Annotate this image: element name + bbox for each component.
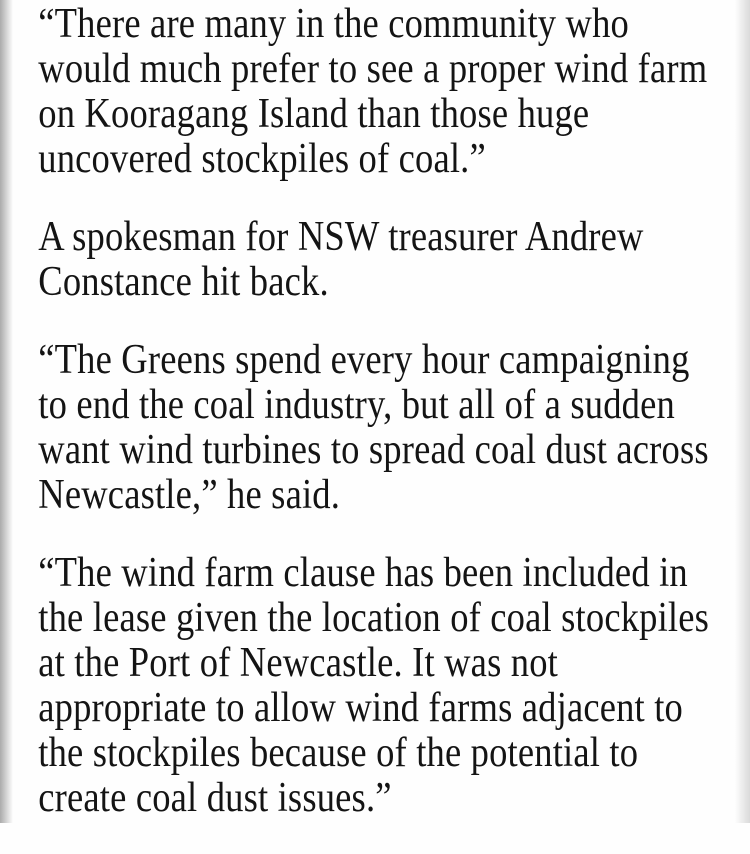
text-line: “The Greens spend every hour campaigning (38, 337, 690, 383)
text-line: on Kooragang Island than those huge (38, 91, 590, 137)
text-line: Constance hit back. (38, 259, 329, 305)
text-line: to end the coal industry, but all of a sudden (38, 382, 675, 428)
paragraph-wind-farm-clause (38, 551, 750, 821)
text-line: Newcastle,” he said. (38, 472, 341, 518)
paragraph-community-quote (38, 2, 750, 182)
paragraph-greens-quote (38, 338, 750, 518)
text-line: uncovered stockpiles of coal.” (38, 136, 486, 182)
article-text (0, 2, 750, 854)
text-line: “The wind farm clause has been included in (38, 550, 688, 596)
text-line: appropriate to allow wind farms adjacent to (38, 685, 683, 731)
text-line: want wind turbines to spread coal dust across (38, 427, 709, 473)
text-line: A spokesman for NSW treasurer Andrew (38, 214, 644, 260)
text-line: the stockpiles because of the potential to (38, 730, 639, 776)
text-line: create coal dust issues.” (38, 775, 392, 821)
text-line: “There are many in the community who (38, 1, 629, 47)
text-line: would much prefer to see a proper wind farm (38, 46, 708, 92)
paragraph-spokesman (38, 215, 750, 305)
text-line: the lease given the location of coal stockpiles (38, 595, 710, 641)
text-line: at the Port of Newcastle. It was not (38, 640, 558, 686)
